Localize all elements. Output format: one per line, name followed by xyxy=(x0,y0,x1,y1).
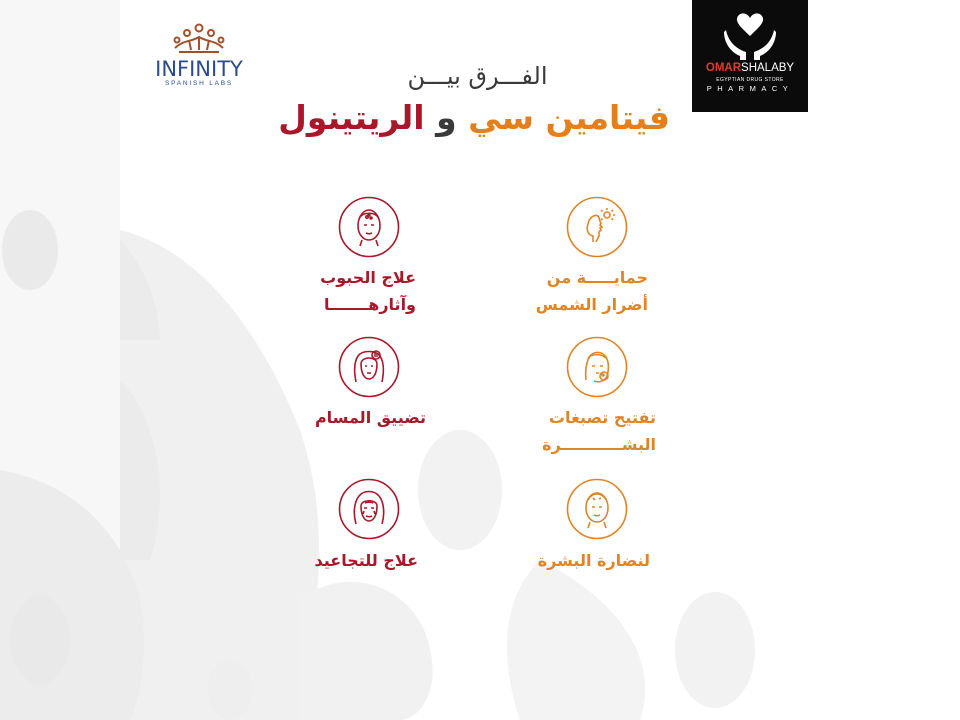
face-pores-icon xyxy=(338,336,400,398)
heading-conjunction: و xyxy=(436,98,457,137)
pharmacy-name xyxy=(692,62,808,74)
heading-main xyxy=(278,98,670,137)
benefit-brightening xyxy=(530,404,656,458)
benefit-brightening-line1: تفتيح تصبغات xyxy=(548,408,656,427)
infinity-brand: INFINITY xyxy=(155,57,243,81)
infinity-subtitle: SPANISH LABS xyxy=(164,80,234,87)
benefit-radiance xyxy=(530,547,650,574)
heading-intro: الفـــرق بيـــن xyxy=(407,62,548,90)
pharmacy-type: PHARMACY xyxy=(706,84,794,93)
heart-hands-icon xyxy=(720,12,780,62)
pharmacy-name-last: SHALABY xyxy=(741,62,795,74)
benefit-sun-protection-line1: حمايـــــة من xyxy=(546,268,648,287)
face-acne-icon xyxy=(338,196,400,258)
benefit-sun-protection-line2: أضرار الشمس xyxy=(535,295,648,314)
benefit-wrinkle-treatment xyxy=(310,547,418,574)
benefit-acne-treatment-line1: علاج الحبوب xyxy=(320,268,416,287)
benefit-sun-protection xyxy=(530,264,648,318)
heading-retinol: الريتينول xyxy=(278,98,425,137)
face-glow-icon xyxy=(566,478,628,540)
face-wrinkles-icon xyxy=(338,478,400,540)
benefit-acne-treatment xyxy=(318,264,416,318)
benefit-wrinkle-treatment-line1: علاج للتجاعيد xyxy=(314,551,418,570)
benefit-acne-treatment-line2: وآثارهـــــــا xyxy=(323,295,416,314)
face-sun-icon xyxy=(566,196,628,258)
infinity-logo xyxy=(148,20,250,102)
pharmacy-logo xyxy=(692,0,808,112)
benefit-radiance-line1: لنضارة البشرة xyxy=(537,551,650,570)
face-spots-icon xyxy=(566,336,628,398)
benefit-pore-tightening-line1: تضييق المسام xyxy=(314,408,426,427)
heading-vitamin-c: فيتامين سي xyxy=(468,98,670,137)
benefit-pore-tightening xyxy=(308,404,426,431)
pharmacy-name-first: OMAR xyxy=(705,62,742,74)
benefit-brightening-line2: البشـــــــــــرة xyxy=(542,435,656,454)
crown-icon xyxy=(169,20,229,56)
pharmacy-tagline: EGYPTIAN DRUG STORE xyxy=(716,77,784,83)
